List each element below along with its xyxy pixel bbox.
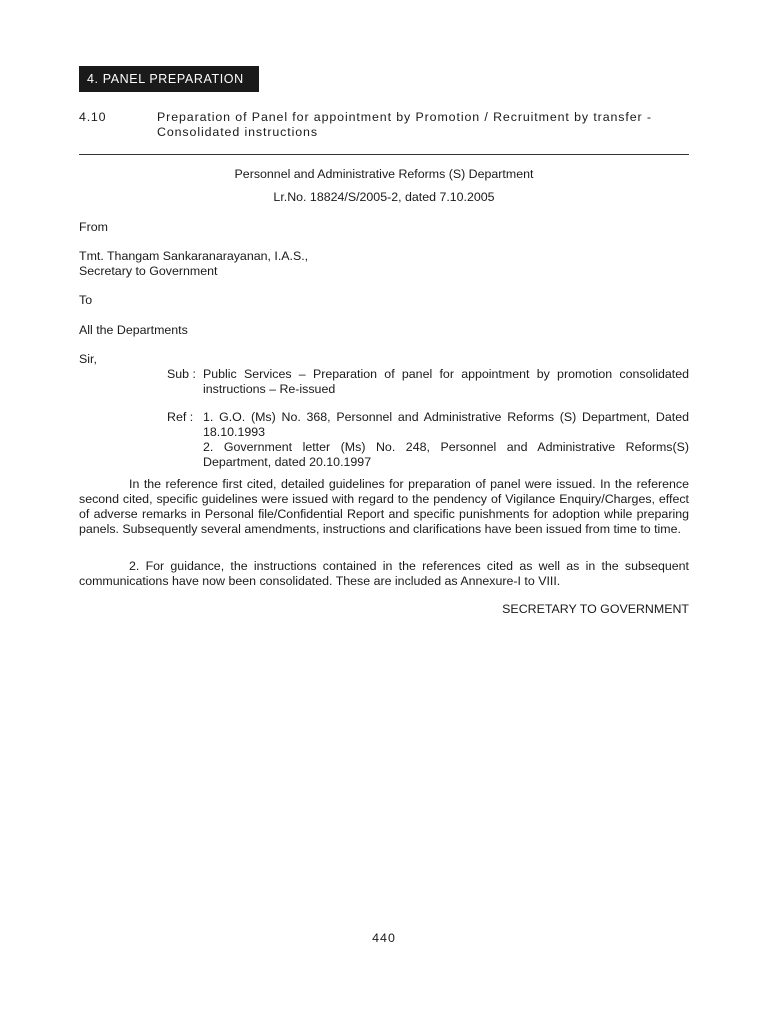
salutation: Sir, [79, 352, 97, 366]
department-heading: Personnel and Administrative Reforms (S) Department [234, 167, 534, 181]
section-title: Preparation of Panel for appointment by Promotion / Recruitment by transfer - Consolidated instructions [157, 110, 652, 139]
horizontal-divider [79, 154, 689, 155]
page-number: 440 [372, 931, 396, 945]
subject-text: Public Services – Preparation of panel for appointment by promotion consolidated instructions – Re-issued [203, 367, 689, 396]
body-paragraph-1: In the reference first cited, detailed guidelines for preparation of panel were issued. In the reference second cited, specific guidelines were issued with regard to the pendency of Vigilance Enquiry/Charges, effect of adverse remarks in Personal file/Confidential Report and specific punishments for adoption while preparing panels. Subsequently several amendments, instructions and clarifications have been issued from time to time. [79, 477, 689, 536]
signature-line: SECRETARY TO GOVERNMENT [502, 602, 689, 616]
section-number: 4.10 [79, 110, 107, 124]
reference-item-2: 2. Government letter (Ms) No. 248, Personnel and Administrative Reforms(S) Department, dated 20.10.1997 [203, 440, 689, 469]
reference-block [167, 410, 689, 470]
letter-reference-number: Lr.No. 18824/S/2005-2, dated 7.10.2005 [273, 190, 495, 204]
recipient: All the Departments [79, 323, 188, 337]
section-banner: 4. PANEL PREPARATION [79, 66, 259, 92]
body-paragraph-2: 2. For guidance, the instructions contained in the references cited as well as in the subsequent communications have now been consolidated. These are included as Annexure-I to VIII. [79, 559, 689, 588]
subject-block [167, 367, 689, 397]
reference-list [203, 410, 689, 470]
subject-label: Sub : [167, 367, 196, 381]
sender-name: Tmt. Thangam Sankaranarayanan, I.A.S., [79, 249, 309, 263]
reference-item-1: 1. G.O. (Ms) No. 368, Personnel and Administrative Reforms (S) Department, Dated 18.10.1993 [203, 410, 689, 439]
to-label: To [79, 293, 93, 307]
reference-label: Ref : [167, 410, 194, 424]
sender-title: Secretary to Government [79, 264, 218, 278]
from-label: From [79, 220, 108, 234]
